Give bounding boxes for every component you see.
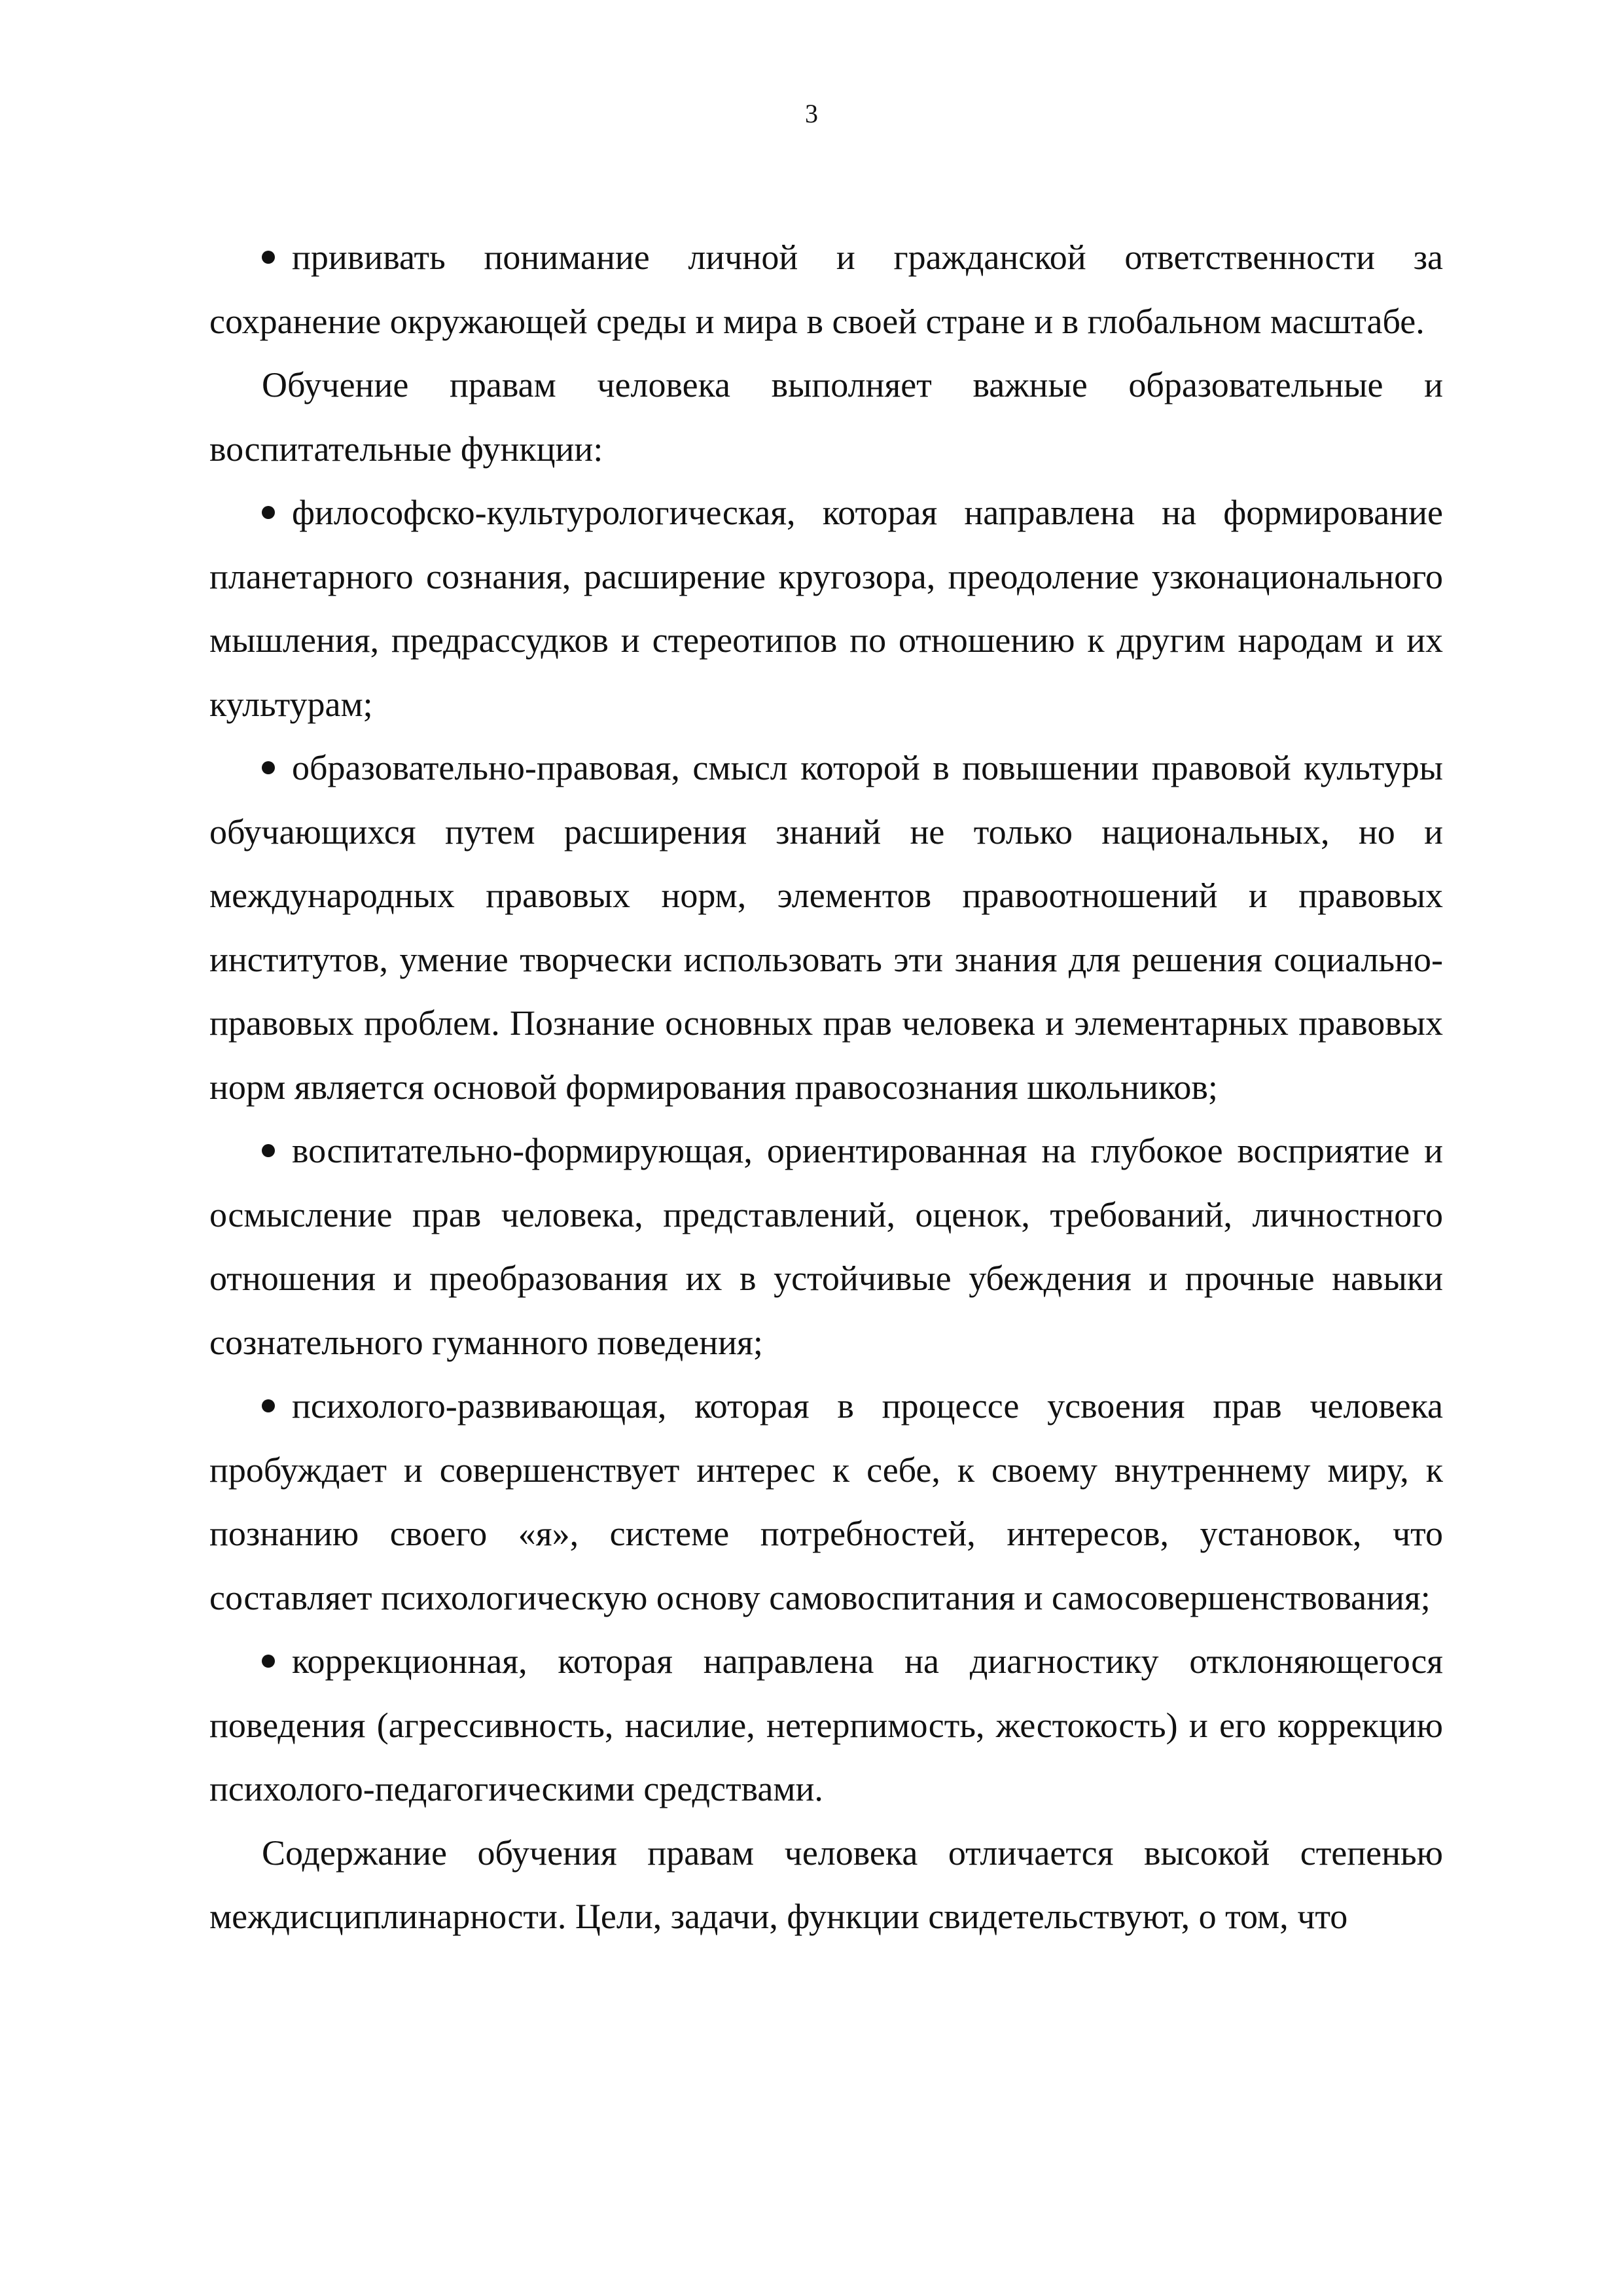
- paragraph: Содержание обучения правам человека отличается высокой степенью междисциплинарности. Цели, задачи, функции свидетельствуют, о том, что: [209, 1833, 1443, 1936]
- bullet-paragraph: коррекционная, которая направлена на диагностику отклоняющегося поведения (агрессивность, насилие, нетерпимость, жестокость) и его коррекцию психолого-педагогическими средствами.: [209, 1630, 1443, 1821]
- bullet-paragraph: прививать понимание личной и гражданской ответственности за сохранение окружающей среды и мира в своей стране и в глобальном масштабе.: [209, 226, 1443, 353]
- body-text: [209, 226, 1443, 1949]
- bullet-icon: [262, 226, 292, 290]
- paragraph: Обучение правам человека выполняет важные образовательные и воспитательные функции:: [209, 365, 1443, 469]
- bullet-icon: [262, 1630, 292, 1694]
- bullet-icon: [262, 1119, 292, 1183]
- bullet-paragraph: образовательно-правовая, смысл которой в повышении правовой культуры обучающихся путем расширения знаний не только национальных, но и международных правовых норм, элементов правоотношений и правовых институтов, умение творчески использовать эти знания для решения социально-правовых проблем. Познание основных прав человека и элементарных правовых норм является основой формирования правосознания школьников;: [209, 736, 1443, 1119]
- page-number: 3: [805, 99, 818, 128]
- bullet-paragraph: воспитательно-формирующая, ориентированная на глубокое восприятие и осмысление прав человека, представлений, оценок, требований, личностного отношения и преобразования их в устойчивые убеждения и прочные навыки сознательного гуманного поведения;: [209, 1119, 1443, 1374]
- bullet-paragraph: философско-культурологическая, которая направлена на формирование планетарного сознания, расширение кругозора, преодоление узконационального мышления, предрассудков и стереотипов по отношению к другим народам и их культурам;: [209, 481, 1443, 736]
- bullet-icon: [262, 1374, 292, 1439]
- bullet-icon: [262, 481, 292, 545]
- bullet-icon: [262, 736, 292, 800]
- bullet-paragraph: психолого-развивающая, которая в процессе усвоения прав человека пробуждает и совершенствует интерес к себе, к своему внутреннему миру, к познанию своего «я», системе потребностей, интересов, установок, что составляет психологическую основу самовоспитания и самосовершенствования;: [209, 1374, 1443, 1630]
